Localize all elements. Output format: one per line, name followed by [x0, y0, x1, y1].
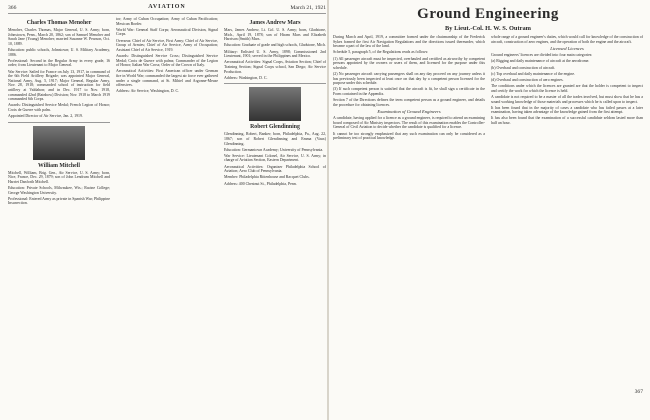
section-heading: Examination of Ground Engineers	[377, 109, 441, 115]
article-paragraph: (b) Overhaul and construction of aircraft.	[491, 65, 556, 70]
article-paragraph: (3) If such competent person is satisfied that the aircraft is fit, he shall sign a certificate in the Form contained in the Appendix.	[333, 87, 485, 96]
entry-paragraph: Menoher, Charles Thomas, Major General, U. S. Army; born, Johnstown, Penn., March 20, 1862; son of Samuel Menoher and Sarah Jane (Young) Menoher; married Susanne W. Pearson, Oct. 10, 1889.	[8, 28, 110, 46]
portrait-photo	[33, 126, 85, 160]
article-paragraph: (a) Rigging and daily maintenance of aircraft at the aerodrome.	[491, 59, 590, 64]
article-paragraph: (d) Overhaul and construction of aero engines.	[491, 77, 564, 82]
entry-name: James Andrew Mars	[249, 20, 301, 26]
entry-name: Robert Glendinning	[250, 124, 300, 131]
entry-paragraph: Education: Germantown Academy; University of Pennsylvania.	[224, 147, 324, 152]
right-page-number: 367	[634, 389, 643, 395]
entry-paragraph: Military: Enlisted U. S. Army, 1898; Commissioned 2nd Lieutenant, 1901; served in the Philippines and Mexico.	[224, 49, 326, 59]
left-issue-date: March 21, 1921	[290, 5, 326, 11]
article-paragraph: whole range of a ground engineer's duties, which would call for knowledge of the construction of aircraft, construction of aero engines, and the operation of both the engine and the aircraft.	[491, 35, 643, 44]
right-page	[333, 4, 643, 414]
page-gutter	[327, 0, 329, 420]
entry-paragraph: Appointed Director of Air Service, Jan. 2, 1919.	[8, 114, 83, 119]
article-paragraph: It has also been found that the examination of a successful candidate seldom lasted more than half an hour.	[491, 116, 643, 126]
entry-paragraph: Awards: Distinguished Service Medal; French Legion of Honor; Croix de Guerre with palm.	[8, 103, 110, 112]
entry-paragraph: Address: Washington, D. C.	[224, 75, 268, 80]
section-heading: Licensed Licences	[550, 46, 584, 52]
entry-paragraph: Glendinning, Robert, Banker; born, Philadelphia, Pa., Aug. 22, 1867; son of Robert Glendinning and Emma (Vaux) Glendinning.	[224, 132, 326, 146]
article-paragraph: It cannot be too strongly emphasized that any such examination can only be considered as a preliminary test of practical knowledge.	[333, 131, 485, 141]
entry-paragraph: Address: Air Service, Washington, D. C.	[116, 89, 180, 94]
article-paragraph: (c) Top overhaul and daily maintenance of the engine.	[491, 71, 576, 76]
entry-paragraph: Education: public schools, Johnstown; U. S. Military Academy, 1886.	[8, 47, 110, 57]
left-column-3	[224, 17, 326, 409]
article-paragraph: A candidate is not required to be a master of all the trades involved, but must show that he has a sound working knowledge of those materials and processes which he is called upon to inspect.	[491, 94, 643, 104]
entry-paragraph: War Service: Sailed for France on July 13, 1917, in command of the 6th Field Artillery Brigade; was appointed Major General, National Army, Aug. 5, 1917; Major General, Regular Army, Nov. 28, 1918; commanded school of instruction for field artillery at Valdahon; and in Dec. 1917 to Nov. 1918, commanded 42nd (Rainbow) Division; Nov. 1918 to March 1919 commanded 6th Corps.	[8, 69, 110, 102]
entry-paragraph: Mitchell, William, Brig. Gen., Air Service, U. S. Army; born, Nice, France, Dec. 29, 1879; son of John Lendrum Mitchell and Harriet Danforth Mitchell.	[8, 170, 110, 184]
entry-paragraph: Professional: Entered Army as private in Spanish War; Philippine Insurrection.	[8, 196, 110, 206]
entry-paragraph: Member: Philadelphia Rittenhouse and Racquet Clubs.	[224, 175, 310, 180]
entry-divider	[224, 83, 326, 84]
entry-paragraph: Mars, James Andrew, Lt. Col. U. S. Army; born, Gladstone, Mich., April 19, 1878; son of Hiram Mars and Elizabeth Harrison (Smith) Mars.	[224, 28, 326, 42]
left-column-1	[8, 17, 110, 409]
article-paragraph: A candidate, having applied for a licence as a ground engineer, is required to attend an examining board composed of Air Ministry inspectors. The result of this examination enables the Controller-General of Civil Aviation to decide whether the candidate is qualified for a licence.	[333, 116, 485, 130]
entry-paragraph: War Service: Lieutenant Colonel, Air Service, U. S. Army; in charge of Aviation Section, Eastern Department.	[224, 153, 326, 163]
entry-paragraph: Aeronautical Activities: Signal Corps, Aviation Section; Chief of Training Section; Signal Corps school, San Diego; Air Service Production.	[224, 60, 326, 74]
entry-paragraph: Aeronautical Activities: First American officer under German fire in World War; commanded the largest air force ever gathered under a single command, at St. Mihiel and Argonne-Meuse offensives.	[116, 69, 218, 88]
entry-paragraph: Aeronautical Activities: Organizer Philadelphia School of Aviation; Aero Club of Pennsylvania.	[224, 164, 326, 174]
article-paragraph: Section 7 of the Directions defines the term competent person as a ground engineer, and details the procedure for obtaining licences.	[333, 98, 485, 107]
article-paragraph: During March and April, 1919, a committee formed under the chairmanship of the Frederick Sykes framed the first Air Navigation Regulations and the directions issued thereunder, which became a part of the law of the land.	[333, 35, 485, 49]
entry-name: William Mitchell	[38, 162, 80, 169]
article-paragraph: Ground engineers' licences are divided into four main categories:	[491, 53, 593, 58]
article-title: Ground Engineering	[417, 6, 559, 22]
entry-paragraph: Overseas: Chief of Air Service, First Army; Chief of Air Service, Group of Armies; Chief of Air Service, Army of Occupation; Assistant Chief of Air Service, 1919.	[116, 38, 218, 52]
article-paragraph: (1) All passenger aircraft must be inspected, overhauled and certified as airworthy by competent persons appointed by the owners or users of them, and licensed for the purpose under this schedule.	[333, 56, 485, 70]
left-column-2	[116, 17, 218, 409]
entry-name: Charles Thomas Menoher	[26, 20, 92, 26]
right-column-2	[491, 35, 643, 387]
article-paragraph: Schedule 5, paragraph 5, of the Regulations reads as follows:	[333, 50, 429, 55]
entry-divider	[8, 122, 110, 123]
left-running-head	[8, 4, 326, 14]
entry-paragraph: Education: Graduate of grade and high schools, Gladstone, Mich.	[224, 43, 326, 48]
right-columns	[333, 35, 643, 387]
entry-paragraph: Education: Private Schools, Milwaukee, Wis.; Racine College; George Washington University.	[8, 186, 110, 195]
entry-paragraph: Address: 400 Chestnut St., Philadelphia, Penn.	[224, 181, 297, 186]
article-paragraph: The conditions under which the licences are granted are that the holder is competent to inspect and certify the work for which the licence is held.	[491, 84, 643, 93]
left-columns	[8, 17, 326, 409]
entry-paragraph: tor; Army of Cuban Occupation; Army of Cuban Pacification; Mexican Border.	[116, 17, 218, 26]
entry-paragraph: World War: General Staff Corps; Aeronautical Division, Signal Corps.	[116, 27, 218, 37]
entry-paragraph: Awards: Distinguished Service Cross; Distinguished Service Medal; Croix de Guerre with palms; Commander of the Legion of Honor; Italian War Cross; Order of the Crown of Italy.	[116, 53, 218, 68]
left-journal-title: AVIATION	[148, 4, 186, 10]
left-page-number: 366	[8, 5, 17, 11]
article-byline: By Lieut.-Col. H. W. S. Outram	[445, 25, 531, 32]
portrait-photo	[249, 87, 301, 121]
article-paragraph: It has been found that in the majority of cases a candidate who has failed passes at a later examination, having taken advantage of the knowledge gained from the first attempt.	[491, 105, 643, 115]
article-paragraph: (2) No passenger aircraft carrying passengers shall on any day proceed on any journey unless it has previously been inspected at least once on that day by a competent person licensed for the purpose under this schedule.	[333, 71, 485, 86]
left-page	[8, 4, 326, 414]
right-column-1	[333, 35, 485, 387]
entry-paragraph: Professional: Second in the Regular Army in every grade, 16 order; from Lieutenant to Major General.	[8, 58, 110, 68]
